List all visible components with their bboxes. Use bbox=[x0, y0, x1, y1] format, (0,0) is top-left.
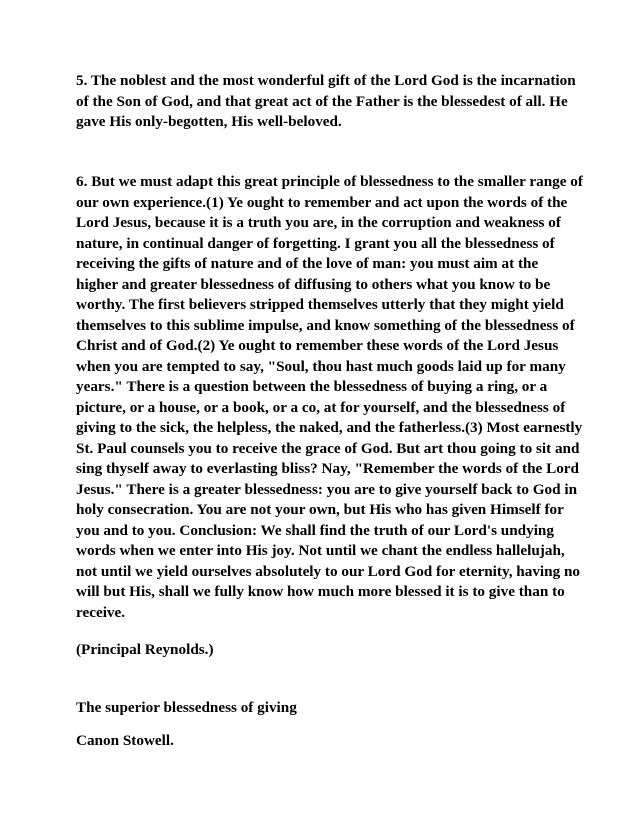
text-line: will but His, shall we fully know how much more blessed it is to give than to bbox=[76, 583, 565, 600]
text-line: years." There is a question between the blessedness of buying a ring, or a bbox=[76, 378, 548, 395]
text-line: worthy. The first believers stripped themselves utterly that they might yield bbox=[76, 296, 564, 313]
attribution: (Principal Reynolds.) bbox=[76, 641, 214, 658]
text-line: giving to the sick, the helpless, the naked, and the fatherless.(3) Most earnestly bbox=[76, 419, 583, 436]
text-line: picture, or a house, or a book, or a co, at for yourself, and the blessedness of bbox=[76, 398, 566, 416]
text-line: 6. But we must adapt this great principle of blessedness to the smaller range of bbox=[76, 173, 583, 190]
text-line: higher and greater blessedness of diffusing to others what you know to be bbox=[76, 275, 551, 293]
text-line: Lord Jesus, because it is a truth you are, in the corruption and weakness of bbox=[76, 214, 561, 231]
text-line: themselves to this sublime impulse, and know something of the blessedness of bbox=[76, 316, 575, 334]
text-line: Jesus." There is a greater blessedness: you are to give yourself back to God in bbox=[76, 480, 578, 498]
paragraph-5 bbox=[76, 71, 576, 133]
text-line: 5. The noblest and the most wonderful gift of the Lord God is the incarnation bbox=[76, 72, 576, 89]
text-line: receive. bbox=[76, 603, 126, 621]
text-line: our own experience.(1) Ye ought to remember and act upon the words of the bbox=[76, 193, 568, 211]
text-line: of the Son of God, and that great act of the Father is the blessedest of all. He bbox=[76, 92, 568, 110]
paragraph-6 bbox=[76, 172, 583, 623]
text-line: sing thyself away to everlasting bliss? Nay, "Remember the words of the Lord bbox=[76, 460, 579, 477]
text-line: you and to you. Conclusion: We shall find the truth of our Lord's undying bbox=[76, 521, 554, 539]
text-line: when you are tempted to say, "Soul, thou hast much goods laid up for many bbox=[76, 357, 566, 375]
section-heading: The superior blessedness of giving bbox=[76, 699, 297, 716]
text-line: words when we enter into His joy. Not until we chant the endless hallelujah, bbox=[76, 542, 565, 559]
text-line: gave His only-begotten, His well-beloved. bbox=[76, 113, 342, 130]
text-line: receiving the gifts of nature and of the love of man: you must aim at the bbox=[76, 255, 539, 272]
text-line: not until we yield ourselves absolutely to our Lord God for eternity, having no bbox=[76, 562, 581, 580]
text-line: Christ and of God.(2) Ye ought to remember these words of the Lord Jesus bbox=[76, 337, 559, 354]
text-line: St. Paul counsels you to receive the grace of God. But art thou going to sit and bbox=[76, 439, 580, 457]
author-name: Canon Stowell. bbox=[76, 732, 174, 749]
text-line: holy consecration. You are not your own, but His who has given Himself for bbox=[76, 501, 564, 518]
text-line: nature, in continual danger of forgetting. I grant you all the blessedness of bbox=[76, 234, 555, 252]
